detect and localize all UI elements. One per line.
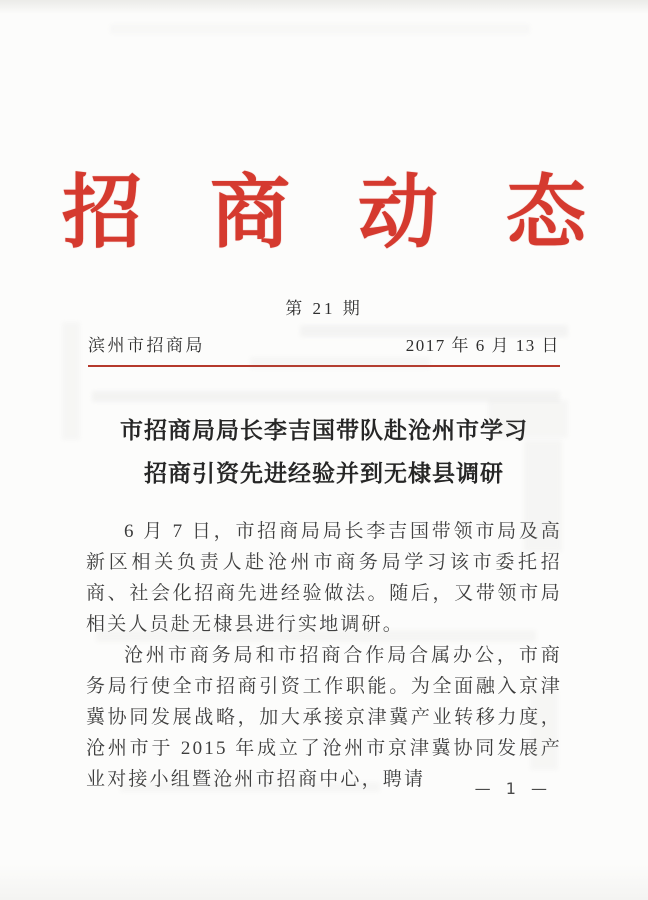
scan-artifact <box>92 391 560 402</box>
article-body <box>86 516 562 795</box>
article-paragraph: 6 月 7 日，市招商局局长李吉国带领市局及高新区相关负责人赴沧州市商务局学习该市委托招商、社会化招商先进经验做法。随后，又带领市局相关人员赴无棣县进行实地调研。 <box>86 521 562 635</box>
publication-info-row <box>88 331 560 356</box>
article-headline <box>0 409 648 495</box>
issue-number: 第 21 期 <box>285 299 363 318</box>
scan-artifact <box>250 357 430 369</box>
article-paragraph: 沧州市商务局和市招商合作局合属办公，市商务局行使全市招商引资工作职能。为全面融入京津冀协同发展战略，加大承接京津冀产业转移力度，沧州市于 2015 年成立了沧州市京津冀协同发展产业对接小组暨沧州市招商中心，聘请 <box>86 645 562 790</box>
article-headline-line1: 市招商局局长李吉国带队赴沧州市学习 <box>120 417 528 443</box>
masthead-title: 招 商 动 态 <box>62 170 610 258</box>
publication-date: 2017 年 6 月 13 日 <box>405 336 560 355</box>
masthead-divider-rule <box>88 365 560 367</box>
page-number: — 1 — <box>474 779 552 798</box>
article-headline-line2: 招商引资先进经验并到无棣县调研 <box>144 460 504 486</box>
issuing-agency: 滨州市招商局 <box>88 336 205 355</box>
